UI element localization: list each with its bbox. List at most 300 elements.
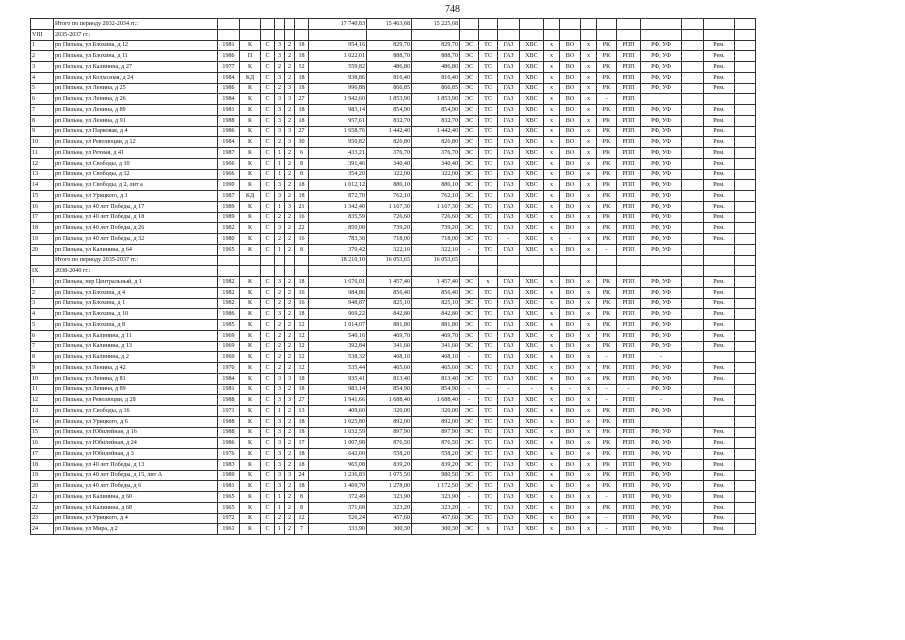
floors: 3 <box>275 373 285 384</box>
utility-cell: ГАЗ <box>498 470 520 481</box>
rpp-cell: РПП <box>617 363 641 374</box>
rpp-cell: РПП <box>617 298 641 309</box>
living-area-2: 856,40 <box>412 287 460 298</box>
total-area: 957,61 <box>309 115 367 126</box>
code-cell: С <box>261 287 275 298</box>
total-area: 835,59 <box>309 212 367 223</box>
year-built: 1986 <box>218 83 240 94</box>
year-built: 1988 <box>218 395 240 406</box>
utility-cell: ТС <box>479 40 498 51</box>
total-area: 1 012,12 <box>309 180 367 191</box>
blank-cell <box>735 29 756 40</box>
remark-cell: Рем. <box>704 40 735 51</box>
blank-cell <box>240 29 261 40</box>
utility-cell: ГАЗ <box>498 492 520 503</box>
utility-cell: х <box>544 83 560 94</box>
remark-cell <box>704 244 735 255</box>
blank-cell <box>682 29 704 40</box>
utility-cell: х <box>544 373 560 384</box>
blank-cell <box>735 148 756 159</box>
total-area: 938,86 <box>309 72 367 83</box>
rk-cell: РК <box>597 158 617 169</box>
rpp-cell: РПП <box>617 40 641 51</box>
blank-cell <box>704 255 735 266</box>
page-number: 748 <box>445 4 460 15</box>
utility-cell: ХВС <box>520 320 544 331</box>
total-area: 850,08 <box>309 223 367 234</box>
utility-cell: ВО <box>560 427 581 438</box>
entrances: 2 <box>285 384 295 395</box>
living-area-2: 739,20 <box>412 223 460 234</box>
row-number: 17 <box>31 449 54 460</box>
blank-cell <box>735 191 756 202</box>
row-number: 7 <box>31 105 54 116</box>
row-number: 18 <box>31 223 54 234</box>
address: рп Пильна, ул 40 лет Победы, д 18 <box>54 212 218 223</box>
total-area: 1 942,60 <box>309 94 367 105</box>
blank-cell <box>682 62 704 73</box>
rpp-cell: РПП <box>617 62 641 73</box>
utility-cell: х <box>544 427 560 438</box>
blank-cell <box>682 277 704 288</box>
total-area: 950,82 <box>309 137 367 148</box>
utility-cell: ВО <box>560 83 581 94</box>
blank-cell <box>218 19 240 30</box>
row-number: 20 <box>31 244 54 255</box>
row-number: 18 <box>31 459 54 470</box>
utility-cell: х <box>581 287 597 298</box>
utility-cell: ВО <box>560 169 581 180</box>
total-area: 391,46 <box>309 158 367 169</box>
living-area: 739,20 <box>367 223 412 234</box>
floors: 3 <box>275 277 285 288</box>
apartments: 30 <box>295 137 309 148</box>
utility-cell: ГАЗ <box>498 244 520 255</box>
row-number: 9 <box>31 363 54 374</box>
table-row <box>31 470 756 481</box>
utility-cell: ВО <box>560 298 581 309</box>
table-row <box>31 492 756 503</box>
blank-cell <box>682 416 704 427</box>
blank-cell <box>735 373 756 384</box>
remark-cell: Рем. <box>704 83 735 94</box>
rpp-cell: РПП <box>617 94 641 105</box>
row-number: 21 <box>31 492 54 503</box>
code-cell: С <box>261 83 275 94</box>
table-row <box>31 330 756 341</box>
utility-cell: ТС <box>479 191 498 202</box>
table-row <box>31 481 756 492</box>
living-area: 322,00 <box>367 169 412 180</box>
blank-cell <box>682 126 704 137</box>
wall-material: К <box>240 459 261 470</box>
apartments: 6 <box>295 148 309 159</box>
year-built: 1984 <box>218 137 240 148</box>
remark-cell: Рем. <box>704 502 735 513</box>
utility-cell: х <box>581 524 597 535</box>
utility-cell: х <box>544 459 560 470</box>
utility-cell: х <box>581 470 597 481</box>
blank-cell <box>735 330 756 341</box>
apartments: 22 <box>295 223 309 234</box>
floors: 3 <box>275 438 285 449</box>
utility-cell: х <box>544 201 560 212</box>
rf-cell: - <box>641 352 682 363</box>
total-area: 1 025,80 <box>309 416 367 427</box>
year-built: 1986 <box>218 438 240 449</box>
entrances: 2 <box>285 212 295 223</box>
wall-material: К <box>240 94 261 105</box>
utility-cell: х <box>581 395 597 406</box>
table-row <box>31 320 756 331</box>
utility-cell: х <box>544 180 560 191</box>
row-number: 8 <box>31 352 54 363</box>
rk-cell: РК <box>597 363 617 374</box>
utility-cell: ХВС <box>520 524 544 535</box>
blank-cell <box>641 255 682 266</box>
entrances: 2 <box>285 406 295 417</box>
total-area: 954,16 <box>309 40 367 51</box>
blank-cell <box>682 148 704 159</box>
utility-cell: ТС <box>479 492 498 503</box>
code-cell: С <box>261 94 275 105</box>
rf-cell: РФ, УФ <box>641 470 682 481</box>
blank-cell <box>682 502 704 513</box>
total-area: 371,68 <box>309 502 367 513</box>
utility-cell: ТС <box>479 438 498 449</box>
total-area: 370,42 <box>309 244 367 255</box>
utility-cell: х <box>544 406 560 417</box>
rk-cell: РК <box>597 62 617 73</box>
entrances: 2 <box>285 244 295 255</box>
blank-cell <box>735 481 756 492</box>
utility-cell: ЭС <box>460 373 479 384</box>
blank-cell <box>735 427 756 438</box>
table-row <box>31 524 756 535</box>
row-number: 6 <box>31 330 54 341</box>
utility-cell: ХВС <box>520 105 544 116</box>
living-area: 829,70 <box>367 40 412 51</box>
utility-cell: ТС <box>479 341 498 352</box>
total-area: 372,49 <box>309 492 367 503</box>
utility-cell: ВО <box>560 352 581 363</box>
floors: 1 <box>275 492 285 503</box>
address: рп Пильна, ул Ленина, д 26 <box>54 94 218 105</box>
utility-cell: ГАЗ <box>498 169 520 180</box>
rf-cell: РФ, УФ <box>641 62 682 73</box>
utility-cell: ГАЗ <box>498 416 520 427</box>
remark-cell: Рем. <box>704 513 735 524</box>
utility-cell: ХВС <box>520 212 544 223</box>
rpp-cell: РПП <box>617 244 641 255</box>
year-built: 1969 <box>218 341 240 352</box>
utility-cell: х <box>544 341 560 352</box>
utility-cell: ГАЗ <box>498 352 520 363</box>
blank-cell <box>617 255 641 266</box>
code-cell: С <box>261 298 275 309</box>
rf-cell: РФ, УФ <box>641 212 682 223</box>
utility-cell: - <box>460 502 479 513</box>
row-number: 10 <box>31 137 54 148</box>
entrances: 2 <box>285 223 295 234</box>
utility-cell: х <box>544 524 560 535</box>
utility-cell: ВО <box>560 158 581 169</box>
apartments: 16 <box>295 234 309 245</box>
entrances: 3 <box>285 470 295 481</box>
blank-cell <box>275 19 285 30</box>
total-area: 1 022,01 <box>309 51 367 62</box>
blank-cell <box>682 266 704 277</box>
wall-material: К <box>240 406 261 417</box>
utility-cell: ЭС <box>460 180 479 191</box>
code-cell: С <box>261 395 275 406</box>
apartments: 27 <box>295 94 309 105</box>
total-cost: 17 740,83 <box>309 19 367 30</box>
code-cell: С <box>261 492 275 503</box>
table-row <box>31 341 756 352</box>
blank-cell <box>285 29 295 40</box>
living-area-2: 322,00 <box>412 169 460 180</box>
remark-cell: Рем. <box>704 180 735 191</box>
rpp-cell: РПП <box>617 115 641 126</box>
utility-cell: х <box>544 158 560 169</box>
floors: 2 <box>275 62 285 73</box>
year-built: 1982 <box>218 223 240 234</box>
rk-cell: - <box>597 524 617 535</box>
utility-cell: х <box>544 223 560 234</box>
year-built: 1966 <box>218 169 240 180</box>
code-cell: С <box>261 341 275 352</box>
utility-cell: ТС <box>479 481 498 492</box>
total-area: 1 941,66 <box>309 395 367 406</box>
wall-material: К <box>240 341 261 352</box>
utility-cell: х <box>581 298 597 309</box>
total-area: 1 236,83 <box>309 470 367 481</box>
blank-cell <box>682 481 704 492</box>
rk-cell: РК <box>597 481 617 492</box>
floors: 2 <box>275 363 285 374</box>
entrances: 2 <box>285 72 295 83</box>
remark-cell <box>704 352 735 363</box>
utility-cell: ЭС <box>460 524 479 535</box>
utility-cell: х <box>544 352 560 363</box>
utility-cell: х <box>544 244 560 255</box>
utility-cell: ГАЗ <box>498 459 520 470</box>
year-built: 1986 <box>218 51 240 62</box>
blank-cell <box>275 255 285 266</box>
year-built: 1984 <box>218 94 240 105</box>
table-row <box>31 244 756 255</box>
row-number: 16 <box>31 438 54 449</box>
row-number: 2 <box>31 287 54 298</box>
address: рп Пильна, ул Урицкого, д 4 <box>54 513 218 524</box>
rk-cell: РК <box>597 137 617 148</box>
row-number: 17 <box>31 212 54 223</box>
utility-cell: ТС <box>479 363 498 374</box>
utility-cell: ХВС <box>520 277 544 288</box>
utility-cell: ВО <box>560 115 581 126</box>
blank-cell <box>735 459 756 470</box>
utility-cell: ГАЗ <box>498 513 520 524</box>
utility-cell: ТС <box>479 201 498 212</box>
floors: 2 <box>275 341 285 352</box>
blank-cell <box>682 169 704 180</box>
wall-material: К <box>240 83 261 94</box>
utility-cell: ХВС <box>520 180 544 191</box>
code-cell: С <box>261 449 275 460</box>
code-cell: С <box>261 277 275 288</box>
utility-cell: ГАЗ <box>498 105 520 116</box>
wall-material: КД <box>240 72 261 83</box>
row-number: 2 <box>31 51 54 62</box>
blank-cell <box>735 513 756 524</box>
utility-cell: ГАЗ <box>498 137 520 148</box>
rpp-cell: РПП <box>617 341 641 352</box>
utility-cell: ХВС <box>520 94 544 105</box>
remark-cell: Рем. <box>704 72 735 83</box>
rpp-cell: РПП <box>617 191 641 202</box>
blank-cell <box>544 266 560 277</box>
utility-cell: ТС <box>479 330 498 341</box>
remark-cell <box>704 416 735 427</box>
rpp-cell: РПП <box>617 427 641 438</box>
living-area-2: 1 688,40 <box>412 395 460 406</box>
blank-cell <box>682 406 704 417</box>
total-area: 1 007,98 <box>309 438 367 449</box>
utility-cell: ЭС <box>460 320 479 331</box>
utility-cell: ХВС <box>520 502 544 513</box>
utility-cell: х <box>581 481 597 492</box>
utility-cell: - <box>460 352 479 363</box>
year-built: 1990 <box>218 180 240 191</box>
utility-cell: ВО <box>560 406 581 417</box>
table-row <box>31 449 756 460</box>
blank-cell <box>641 29 682 40</box>
apartments: 17 <box>295 438 309 449</box>
table-row <box>31 201 756 212</box>
utility-cell: ХВС <box>520 158 544 169</box>
utility-cell: ВО <box>560 212 581 223</box>
floors: 2 <box>275 298 285 309</box>
wall-material: К <box>240 137 261 148</box>
living-area: 323,90 <box>367 492 412 503</box>
utility-cell: ГАЗ <box>498 158 520 169</box>
wall-material: К <box>240 148 261 159</box>
wall-material: К <box>240 363 261 374</box>
row-number: 7 <box>31 341 54 352</box>
utility-cell: х <box>544 137 560 148</box>
utility-cell: ВО <box>560 62 581 73</box>
utility-cell: ТС <box>479 352 498 363</box>
year-built: 1977 <box>218 62 240 73</box>
utility-cell: - <box>460 492 479 503</box>
row-number: 9 <box>31 126 54 137</box>
living-area-2: 1 457,40 <box>412 277 460 288</box>
rk-cell: РК <box>597 373 617 384</box>
apartments: 18 <box>295 180 309 191</box>
remark-cell: Рем. <box>704 459 735 470</box>
utility-cell: ЭС <box>460 277 479 288</box>
blank-cell <box>682 341 704 352</box>
rk-cell: РК <box>597 320 617 331</box>
year-built: 1981 <box>218 105 240 116</box>
blank-cell <box>682 105 704 116</box>
living-area: 376,70 <box>367 148 412 159</box>
utility-cell: ЭС <box>460 330 479 341</box>
utility-cell: х <box>581 94 597 105</box>
utility-cell: ВО <box>560 191 581 202</box>
utility-cell: ЭС <box>460 137 479 148</box>
wall-material: К <box>240 62 261 73</box>
year-built: 1981 <box>218 40 240 51</box>
utility-cell: ЭС <box>460 234 479 245</box>
year-built: 1983 <box>218 459 240 470</box>
living-area: 320,00 <box>367 406 412 417</box>
row-number: 3 <box>31 298 54 309</box>
utility-cell: ТС <box>479 513 498 524</box>
utility-cell: ЭС <box>460 62 479 73</box>
code-cell: С <box>261 363 275 374</box>
row-number: 12 <box>31 158 54 169</box>
address: рп Пильна, ул Юбилейная, д 24 <box>54 438 218 449</box>
row-number: 11 <box>31 384 54 395</box>
living-area: 892,00 <box>367 416 412 427</box>
blank-cell <box>735 298 756 309</box>
utility-cell: ГАЗ <box>498 126 520 137</box>
utility-cell: ГАЗ <box>498 51 520 62</box>
utility-cell: х <box>581 309 597 320</box>
apartments: 24 <box>295 470 309 481</box>
remark-cell: Рем. <box>704 62 735 73</box>
blank-cell <box>641 266 682 277</box>
utility-cell: ВО <box>560 94 581 105</box>
utility-cell: ГАЗ <box>498 438 520 449</box>
code-cell: С <box>261 470 275 481</box>
utility-cell: х <box>581 180 597 191</box>
total-area: 965,08 <box>309 459 367 470</box>
blank-cell <box>735 19 756 30</box>
blank-cell <box>285 255 295 266</box>
utility-cell: ТС <box>479 212 498 223</box>
year-built: 1987 <box>218 148 240 159</box>
entrances: 2 <box>285 320 295 331</box>
remark-cell: Рем. <box>704 126 735 137</box>
utility-cell: ГАЗ <box>498 449 520 460</box>
total-area: 559,82 <box>309 62 367 73</box>
utility-cell: х <box>581 363 597 374</box>
remark-cell: Рем. <box>704 105 735 116</box>
total-cost: 18 210,10 <box>309 255 367 266</box>
table-row <box>31 309 756 320</box>
utility-cell: х <box>544 438 560 449</box>
utility-cell: ТС <box>479 287 498 298</box>
rf-cell: РФ, УФ <box>641 72 682 83</box>
apartments: 18 <box>295 309 309 320</box>
year-built: 1989 <box>218 212 240 223</box>
utility-cell: х <box>581 513 597 524</box>
table-row <box>31 40 756 51</box>
code-cell: С <box>261 352 275 363</box>
utility-cell: ВО <box>560 201 581 212</box>
living-area: 854,90 <box>367 105 412 116</box>
utility-cell: ГАЗ <box>498 330 520 341</box>
utility-cell: х <box>544 298 560 309</box>
rpp-cell: РПП <box>617 373 641 384</box>
floors: 3 <box>275 309 285 320</box>
living-area-2: 323,20 <box>412 502 460 513</box>
utility-cell: х <box>581 330 597 341</box>
total-area: 333,90 <box>309 524 367 535</box>
